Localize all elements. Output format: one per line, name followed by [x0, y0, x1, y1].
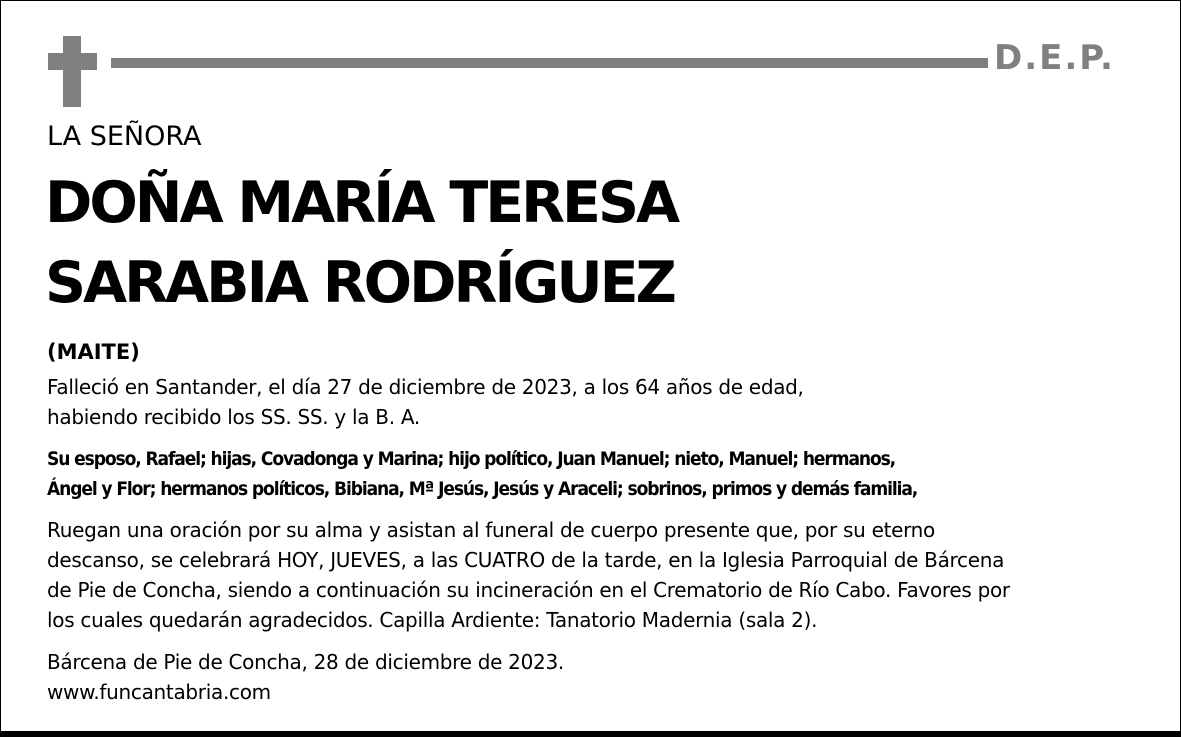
closing-block: [47, 647, 564, 707]
family-line: Su esposo, Rafael; hijas, Covadonga y Marina; hijo político, Juan Manuel; nieto, Manuel; hermanos,: [47, 448, 896, 470]
death-notice-line: Falleció en Santander, el día 27 de diciembre de 2023, a los 64 años de edad,: [47, 375, 804, 399]
place-date: Bárcena de Pie de Concha, 28 de diciembre de 2023.: [47, 650, 564, 674]
funeral-notice: [47, 515, 1010, 635]
funeral-line: de Pie de Concha, siendo a continuación su incineración en el Crematorio de Río Cabo. Favores por: [47, 578, 1010, 602]
funeral-line: descanso, se celebrará HOY, JUEVES, a las CUATRO de la tarde, en la Iglesia Parroquial de Bárcena: [47, 548, 1005, 572]
family-list: [47, 444, 917, 504]
death-notice: [47, 372, 804, 432]
deceased-nickname: (MAITE): [47, 340, 140, 364]
funeral-line: los cuales quedarán agradecidos. Capilla Ardiente: Tanatorio Madernia (sala 2).: [47, 608, 818, 632]
deceased-name-line-2: SARABIA RODRÍGUEZ: [45, 250, 674, 316]
deceased-name-line-1: DOÑA MARÍA TERESA: [45, 170, 678, 236]
death-notice-line: habiendo recibido los SS. SS. y la B. A.: [47, 405, 420, 429]
website-link[interactable]: www.funcantabria.com: [47, 680, 271, 704]
header-rule: [111, 58, 988, 68]
cross-icon-vertical: [63, 36, 81, 107]
dep-label: D.E.P.: [994, 38, 1115, 78]
cross-icon-horizontal: [48, 53, 97, 70]
family-line: Ángel y Flor; hermanos políticos, Bibiana, Mª Jesús, Jesús y Araceli; sobrinos, primos y demás familia,: [47, 478, 918, 500]
funeral-line: Ruegan una oración por su alma y asistan al funeral de cuerpo presente que, por su eterno: [47, 518, 935, 542]
honorific-title: LA SEÑORA: [47, 121, 202, 152]
